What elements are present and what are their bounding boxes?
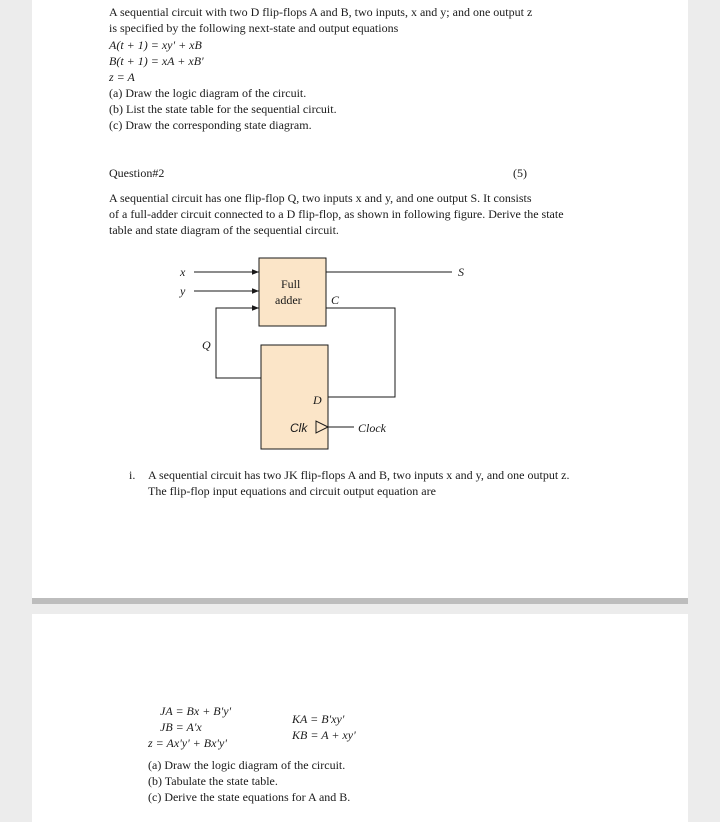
label-s: S [458,265,464,279]
equation-z: z = A [109,70,135,84]
item-i-marker: i. [129,468,136,482]
equation-ja: JA = Bx + B'y' [160,704,232,718]
problem1-part-b: (b) List the state table for the sequential circuit. [109,102,337,116]
question2-heading: Question#2 [109,166,165,180]
full-adder-label-2: adder [275,293,302,307]
task-a: (a) Draw the logic diagram of the circuit. [148,758,346,772]
q-feedback-wire [216,308,261,378]
equation-ka: KA = B'xy' [292,712,345,726]
equation-kb: KB = A + xy' [292,728,356,742]
label-clock: Clock [358,421,386,435]
question2-marks: (5) [513,166,527,180]
problem1-intro-line1: A sequential circuit with two D flip-flops A and B, two inputs, x and y; and one output z [109,5,533,19]
equation-a-next: A(t + 1) = xy' + xB [109,38,202,52]
problem1-intro-line2: is specified by the following next-state and output equations [109,21,399,35]
label-x: x [180,265,186,279]
item-i-line1: A sequential circuit has two JK flip-flops A and B, two inputs x and y, and one output z. [148,468,570,482]
question2-line1: A sequential circuit has one flip-flop Q, two inputs x and y, and one output S. It consists [109,191,532,205]
equation-jb: JB = A'x [160,720,202,734]
label-clk: Clk [290,421,308,435]
item-i-line2: The flip-flop input equations and circuit output equation are [148,484,436,498]
problem1-part-a: (a) Draw the logic diagram of the circuit. [109,86,307,100]
question2-line2: of a full-adder circuit connected to a D flip-flop, as shown in following figure. Derive the state [109,207,564,221]
full-adder-label-1: Full [281,277,301,291]
label-d: D [313,393,322,407]
problem1-part-c: (c) Draw the corresponding state diagram. [109,118,312,132]
label-y: y [180,284,186,298]
equation-b-next: B(t + 1) = xA + xB' [109,54,204,68]
label-carry: C [331,293,340,307]
task-c: (c) Derive the state equations for A and B. [148,790,351,804]
carry-to-d-wire [326,308,395,397]
label-q: Q [202,338,211,352]
question2-line3: table and state diagram of the sequential circuit. [109,223,339,237]
equation-output-z: z = Ax'y' + Bx'y' [148,736,227,750]
task-b: (b) Tabulate the state table. [148,774,278,788]
